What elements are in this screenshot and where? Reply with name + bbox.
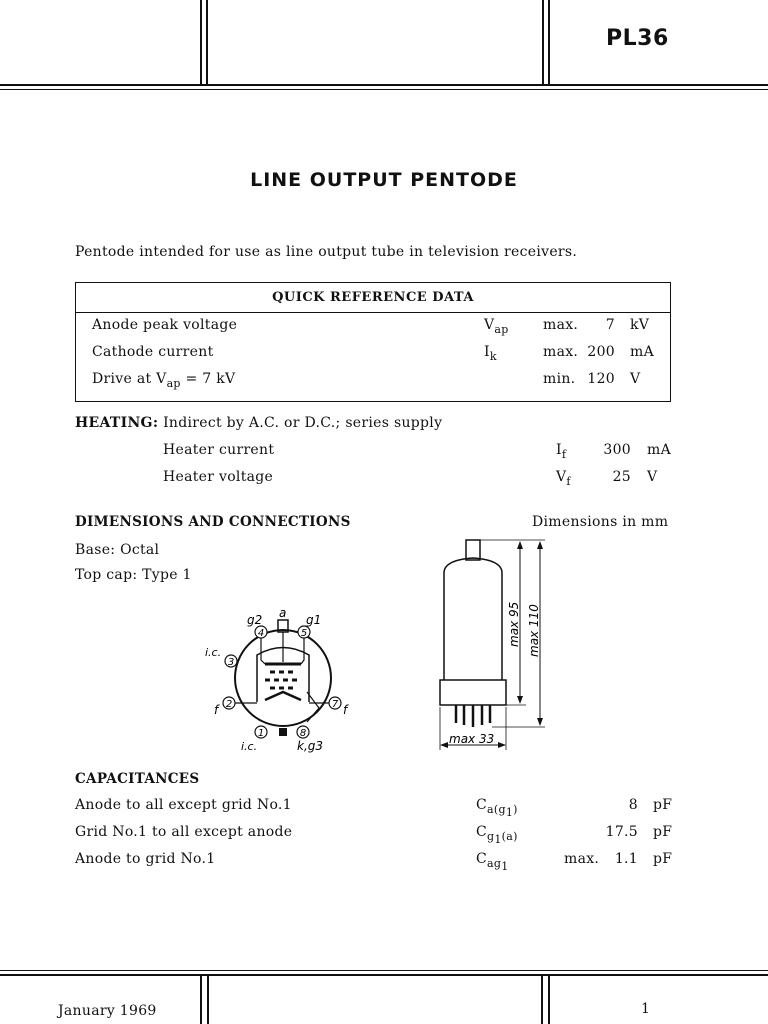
qr-label-drive: [92, 371, 235, 390]
cap-symbol: [476, 797, 518, 819]
intro-text: Pentode intended for use as line output tube in television receivers.: [75, 244, 578, 260]
symbol-main: V: [484, 317, 495, 333]
qr-unit: V: [630, 371, 641, 387]
qr-limit: min.: [543, 371, 576, 387]
heater-current-value: 300: [603, 442, 631, 458]
symbol-sub2: 1: [505, 805, 514, 819]
label-f-left: f: [214, 703, 219, 717]
heater-current-symbol: [556, 442, 566, 461]
heater-voltage-symbol: [556, 469, 571, 488]
tube-dimension-drawing: [430, 535, 560, 760]
cap-symbol: [476, 851, 509, 873]
qr-limit: max.: [543, 317, 579, 333]
symbol-main: V: [556, 469, 567, 485]
cap-value: 17.5: [605, 824, 638, 840]
symbol-sub: g: [487, 829, 495, 843]
pin-number: 4: [257, 628, 265, 639]
symbol-sub2: 1: [494, 832, 502, 846]
pin-number: 1: [257, 728, 265, 739]
base-type: Base: Octal: [75, 542, 160, 558]
symbol-main: I: [556, 442, 562, 458]
cap-unit: pF: [653, 824, 673, 840]
label-sub: ap: [166, 376, 181, 390]
quick-reference-heading: QUICK REFERENCE DATA: [272, 290, 474, 305]
symbol-sub: k: [489, 349, 497, 363]
symbol-main: I: [484, 344, 490, 360]
page-title: LINE OUTPUT PENTODE: [250, 169, 518, 191]
cap-unit: pF: [653, 797, 673, 813]
heating-text: Indirect by A.C. or D.C.; series supply: [163, 415, 443, 431]
label-ic-top: i.c.: [205, 646, 222, 659]
symbol-sub: f: [561, 447, 567, 461]
pin-number: 5: [300, 628, 308, 639]
pin-number: 2: [225, 699, 233, 710]
dimensions-heading: DIMENSIONS AND CONNECTIONS: [75, 514, 351, 530]
tube-bulb: [444, 558, 502, 680]
label-anode: a: [279, 606, 287, 620]
quick-reference-heading-row: [76, 283, 670, 313]
cap-label-grid1-all: Grid No.1 to all except anode: [75, 824, 293, 840]
base-key: [279, 728, 287, 736]
symbol-sub2: 1: [501, 859, 509, 873]
qr-unit: mA: [630, 344, 654, 360]
tube-type-code: PL36: [606, 26, 669, 51]
symbol-main: C: [476, 824, 488, 840]
label-kg3: k,g3: [297, 739, 324, 753]
pin-number: 3: [227, 657, 235, 668]
label-g1: g1: [306, 613, 322, 627]
heater-current-unit: mA: [647, 442, 671, 458]
cap-unit: pF: [653, 851, 673, 867]
dimensions-units-note: Dimensions in mm: [532, 514, 669, 530]
label-max95: max 95: [507, 601, 521, 647]
pin-number: 7: [331, 699, 339, 710]
qr-value: 7: [605, 317, 615, 333]
cap-label-anode-grid1: Anode to grid No.1: [75, 851, 216, 867]
label-post: = 7 kV: [180, 371, 236, 387]
top-cap: [466, 540, 480, 560]
tube-base: [440, 680, 506, 705]
label-g2: g2: [247, 613, 263, 627]
page-number: 1: [641, 1001, 651, 1017]
heater-voltage-unit: V: [647, 469, 658, 485]
cap-symbol: [476, 824, 518, 846]
qr-value: 120: [587, 371, 615, 387]
symbol-sub: ag: [487, 856, 502, 870]
capacitances-heading: CAPACITANCES: [75, 771, 200, 787]
base-connection-diagram: [195, 600, 365, 760]
qr-unit: kV: [630, 317, 650, 333]
qr-label-cathode-current: Cathode current: [92, 344, 214, 360]
top-cap-type: Top cap: Type 1: [75, 567, 192, 583]
symbol-tail: (a): [501, 829, 518, 843]
symbol-sub: ap: [494, 322, 509, 336]
qr-limit: max.: [543, 344, 579, 360]
heater-voltage-value: 25: [612, 469, 631, 485]
cap-value: 1.1: [614, 851, 638, 867]
symbol-sub: f: [566, 474, 571, 488]
symbol-main: C: [476, 797, 488, 813]
cap-limit: max.: [564, 851, 600, 867]
label-ic-bottom: i.c.: [241, 740, 258, 753]
symbol-tail: ): [513, 802, 518, 816]
pin-number: 8: [299, 728, 307, 739]
heater-current-label: Heater current: [163, 442, 275, 458]
label-max110: max 110: [527, 604, 541, 657]
qr-value: 200: [587, 344, 615, 360]
symbol-sub: a(g: [487, 802, 506, 816]
qr-label-anode-peak-voltage: Anode peak voltage: [92, 317, 238, 333]
heating-heading: HEATING:: [75, 415, 159, 431]
label-pre: Drive at V: [92, 371, 167, 387]
cap-value: 8: [628, 797, 638, 813]
heating-line: [75, 415, 442, 431]
symbol-main: C: [476, 851, 488, 867]
heater-voltage-label: Heater voltage: [163, 469, 274, 485]
label-f-right: f: [343, 703, 348, 717]
label-max33: max 33: [449, 732, 495, 746]
qr-symbol-ik: [484, 344, 497, 363]
footer-date: January 1969: [58, 1003, 157, 1019]
qr-symbol-vap: [484, 317, 509, 336]
cap-label-anode-all: Anode to all except grid No.1: [75, 797, 292, 813]
